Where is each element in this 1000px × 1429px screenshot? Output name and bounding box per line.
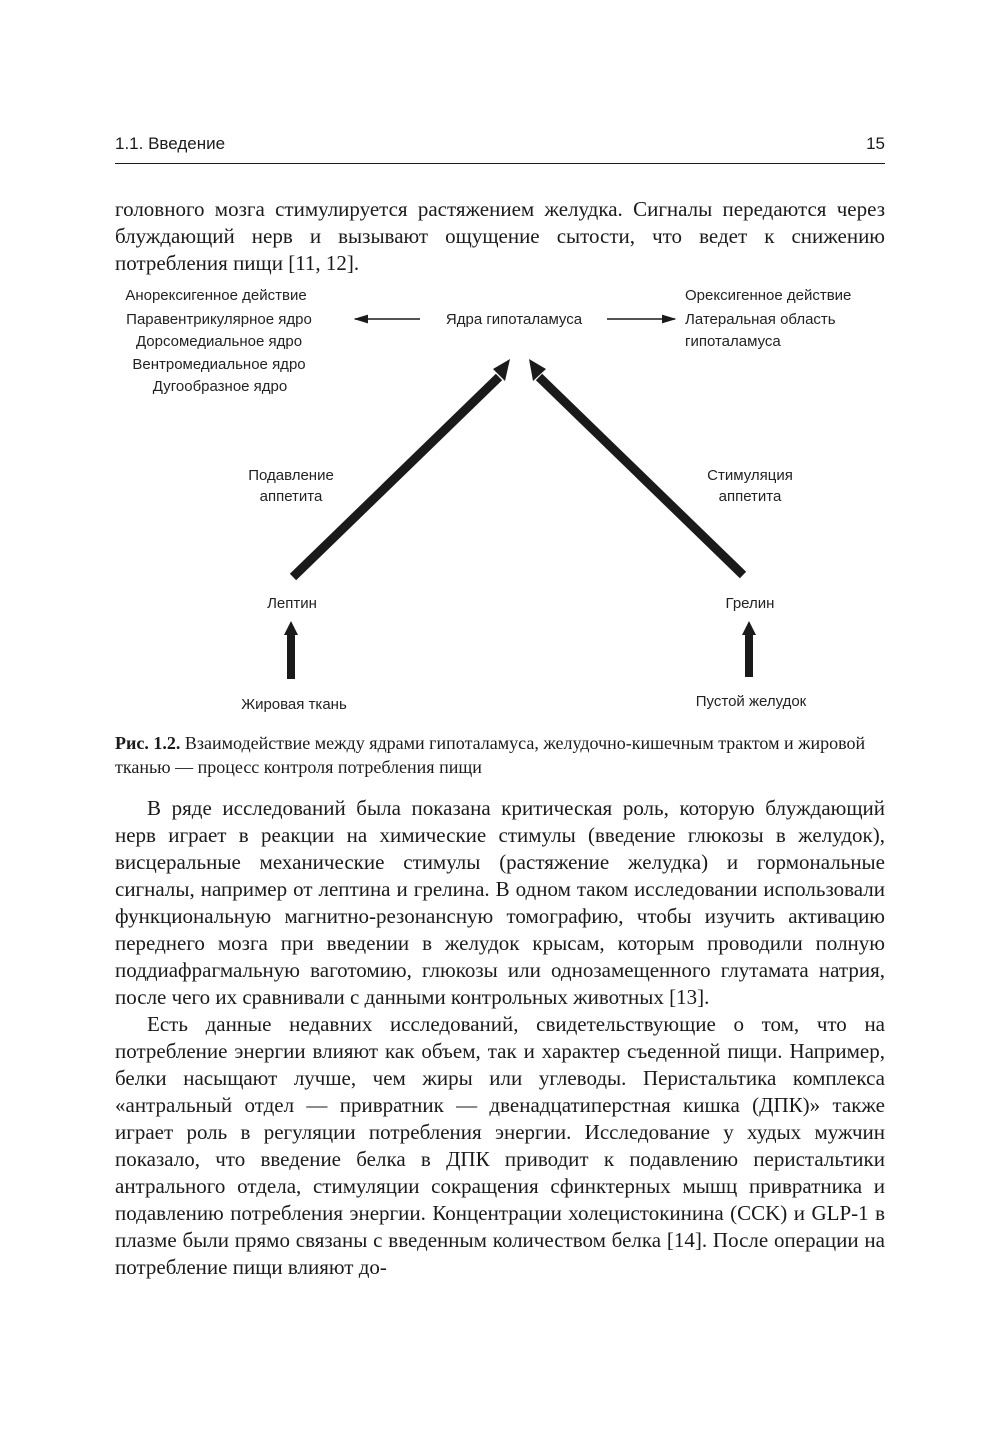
- right-group-line-2: Латеральная область: [685, 311, 836, 328]
- body-text-block: [115, 795, 885, 1281]
- left-group-line-5: Дугообразное ядро: [152, 378, 288, 395]
- appetite-suppression-line-2: аппетита: [259, 488, 323, 505]
- intro-text-block: [115, 196, 885, 277]
- appetite-stimulation-line-1: Стимуляция: [707, 467, 793, 484]
- diagram-svg: [115, 283, 885, 723]
- figure-caption: [115, 731, 885, 779]
- left-group-line-3: Дорсомедиальное ядро: [135, 333, 303, 350]
- right-group-line-1: Орексигенное действие: [685, 287, 852, 304]
- running-head: [115, 133, 885, 159]
- intro-paragraph: головного мозга стимулируется растяжением желудка. Сигналы передаются через блуждающий нерв и вызывают ощущение сытости, что ведет к снижению потребления пищи [11, 12].: [115, 197, 885, 275]
- left-group-line-4: Вентромедиальное ядро: [132, 356, 306, 373]
- figure-diagram: [115, 283, 885, 723]
- leptin-label: Лептин: [267, 595, 317, 612]
- header-rule: [115, 163, 885, 164]
- empty-stomach-label: Пустой желудок: [695, 693, 807, 710]
- section-title: 1.1. Введение: [115, 134, 226, 153]
- right-group-line-3: гипоталамуса: [685, 333, 781, 350]
- fat-to-leptin-arrow-head: [284, 621, 298, 635]
- hypothalamus-nuclei-label: Ядра гипоталамуса: [445, 311, 583, 328]
- appetite-stimulation-line-2: аппетита: [718, 488, 782, 505]
- ghrelin-label: Грелин: [725, 595, 775, 612]
- fat-tissue-label: Жировая ткань: [241, 696, 347, 713]
- left-group-line-1: Анорексигенное действие: [125, 287, 307, 304]
- caption-label: Рис. 1.2.: [115, 733, 181, 753]
- body-paragraph-2: Есть данные недавних исследований, свидетельствующие о том, что на потребление энергии влияют как объем, так и характер съеденной пищи. Например, белки насыщают лучше, чем жиры или углеводы. Перистальтика комплекса «антральный отдел — привратник — двенадцатиперстная кишка (ДПК)» также играет роль в регуляции потребления энергии. Исследование у худых мужчин показало, что введение белка в ДПК приводит к подавлению перистальтики антрального отдела, стимуляции сокращения сфинктерных мышц привратника и подавлению потребления энергии. Концентрации холецистокинина (CCK) и GLP-1 в плазме были прямо связаны с введенным количеством белка [14]. После операции на потребление пищи влияют до-: [115, 1012, 885, 1279]
- page-number: 15: [866, 134, 885, 153]
- appetite-suppression-line-1: Подавление: [248, 467, 334, 484]
- stomach-to-ghrelin-arrow-head: [742, 621, 756, 635]
- left-group-line-2: Паравентрикулярное ядро: [126, 311, 312, 328]
- caption-text: Взаимодействие между ядрами гипоталамуса, желудочно-кишечным трактом и жировой тканью — процесс контроля потребления пищи: [115, 733, 866, 777]
- body-paragraph-1: В ряде исследований была показана критическая роль, которую блуждающий нерв играет в реакции на химические стимулы (введение глюкозы в желудок), висцеральные механические стимулы (растяжение желудка) и гормональные сигналы, например от лептина и грелина. В одном таком исследовании использовали функциональную магнитно-резонансную томографию, чтобы изучить активацию переднего мозга при введении в желудок крысам, которым проводили полную поддиафрагмальную ваготомию, глюкозы или однозамещенного глутамата натрия, после чего их сравнивали с данными контрольных животных [13].: [115, 796, 885, 1009]
